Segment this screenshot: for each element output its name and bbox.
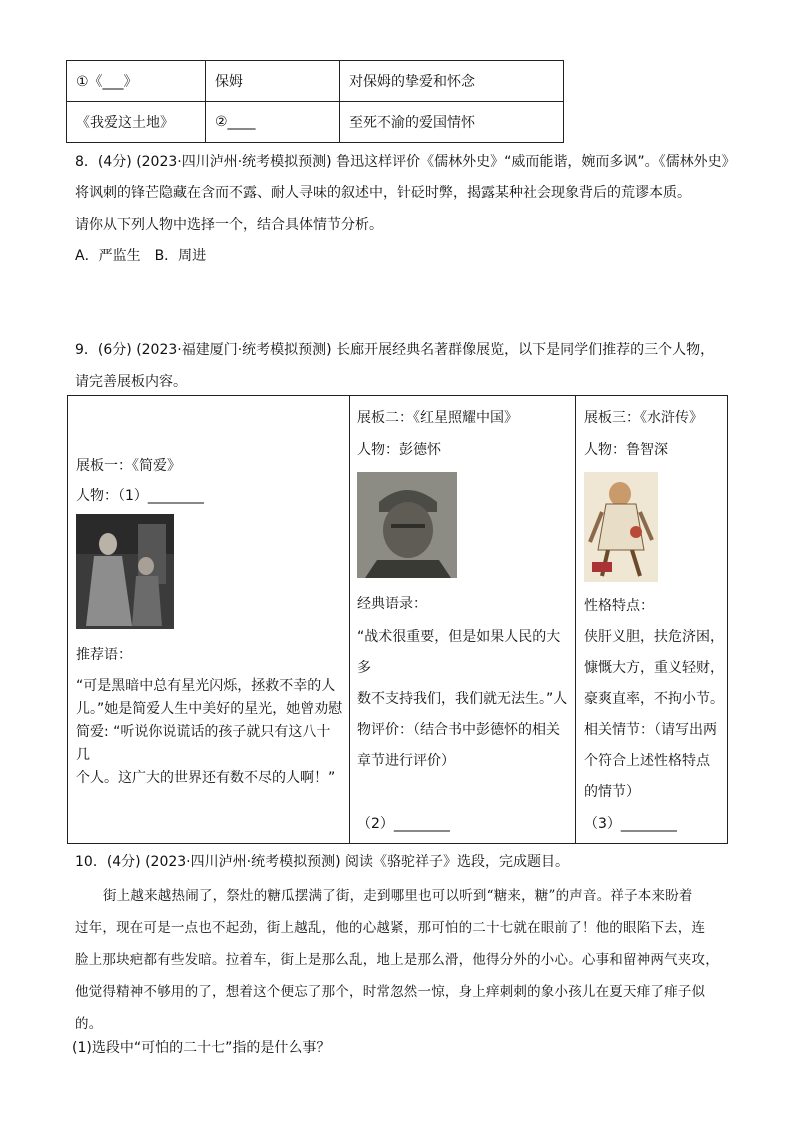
board-1-person: 人物：（1）________ [76,488,204,504]
rec-line: 儿。”她是简爱人生中美好的星光，她曾劝慰 [76,701,343,717]
table-cell: ②____ [206,102,340,143]
passage-line: 街上越来越热闹了，祭灶的糖瓜摆满了街，走到哪里也可以听到“糖来，糖”的声音。祥子本来盼着 [103,888,693,904]
q9-line2: 请完善展板内容。 [75,374,187,390]
passage-line: 的。 [75,1016,103,1032]
board-2-quote-label: 经典语录： [357,596,427,612]
column-divider [575,396,576,843]
passage-line: 脸上那块疤都有些发暗。拉着车，街上是那么乱，地上是那么滑，他得分外的小心。心事和留神两气夹攻， [75,952,719,968]
board-3 [584,408,724,832]
quote-line: 物评价：（结合书中彭德怀的相关 [357,722,560,738]
board-1-rec-label: 推荐语： [76,647,132,663]
passage-line: 过年，现在可是一点也不起劲，街上越乱，他的心越紧，那可怕的二十七就在眼前了！他的眼陷下去，连 [75,920,706,936]
board-2-title: 展板二：《红星照耀中国》 [357,410,518,426]
jane-eyre-photo [76,514,174,629]
trait-line: 相关情节：（请写出两 [584,722,717,738]
rec-line: 个人。这广大的世界还有数不尽的人啊！” [76,770,336,786]
q8-line2: 将讽刺的锋芒隐藏在含而不露、耐人寻味的叙述中，针砭时弊，揭露某种社会现象背后的荒谬本质。 [75,185,691,201]
trait-line: 慷慨大方，重义轻财， [584,660,724,676]
q10-sub1: (1)选段中“可怕的二十七”指的是什么事？ [72,1040,331,1056]
board-3-title: 展板三：《水浒传》 [584,410,703,426]
board-1-rec-text [76,675,344,790]
table-cell: 《我爱这土地》 [67,102,206,143]
q8-line1: 8．(4分) (2023·四川泸州·统考模拟预测) 鲁迅这样评价《儒林外史》“威而能谐，婉而多讽”。《儒林外史》 [75,154,736,170]
trait-line: 豪爽直率，不拘小节。 [584,691,724,707]
board-2-quote [357,622,571,777]
lu-zhishen-illustration [584,472,658,582]
table-cell: 对保姆的挚爱和怀念 [340,61,564,102]
board-3-trait-label: 性格特点： [584,598,654,614]
work-character-table [66,60,564,143]
board-1-title: 展板一：《简爱》 [76,458,181,474]
quote-line: “战术很重要，但是如果人民的大多 [357,629,561,676]
trait-line: 的情节） [584,784,640,800]
rec-line: 简爱: “听说你说谎话的孩子就只有这八十几 [76,724,331,763]
quote-line: 章节进行评价） [357,753,455,769]
passage-line: 他觉得精神不够用的了，想着这个便忘了那个，时常忽然一惊，身上痒刺刺的象小孩儿在夏天痱了痱子似 [75,984,706,1000]
board-3-answer: （3）________ [584,816,677,832]
board-1 [76,456,344,790]
q9-line1: 9．(6分) (2023·福建厦门·统考模拟预测) 长廊开展经典名著群像展览，以下是同学们推荐的三个人物， [75,342,715,358]
column-divider [349,396,350,843]
q10-passage [75,880,723,1040]
peng-dehuai-photo [357,472,457,578]
q8-line3: 请你从下列人物中选择一个，结合具体情节分析。 [75,217,383,233]
table-cell: 保姆 [206,61,340,102]
rec-line: “可是黑暗中总有星光闪烁，拯救不幸的人 [76,678,336,694]
table-row [67,61,564,102]
trait-line: 个符合上述性格特点 [584,753,710,769]
board-2-answer: （2）________ [357,816,450,832]
table-cell: ①《___》 [67,61,206,102]
trait-line: 侠肝义胆，扶危济困， [584,629,724,645]
q10-line1: 10．(4分) (2023·四川泸州·统考模拟预测) 阅读《骆驼祥子》选段，完成题目。 [75,854,569,870]
table-cell: 至死不渝的爱国情怀 [340,102,564,143]
board-2-person: 人物：彭德怀 [357,442,441,458]
board-3-traits [584,622,724,808]
board-2 [357,408,571,832]
table-row [67,102,564,143]
quote-line: 数不支持我们，我们就无法生。”人 [357,691,568,707]
exhibition-boards [67,395,728,844]
q8-options: A．严监生 B．周进 [75,248,207,264]
board-3-person: 人物：鲁智深 [584,442,668,458]
